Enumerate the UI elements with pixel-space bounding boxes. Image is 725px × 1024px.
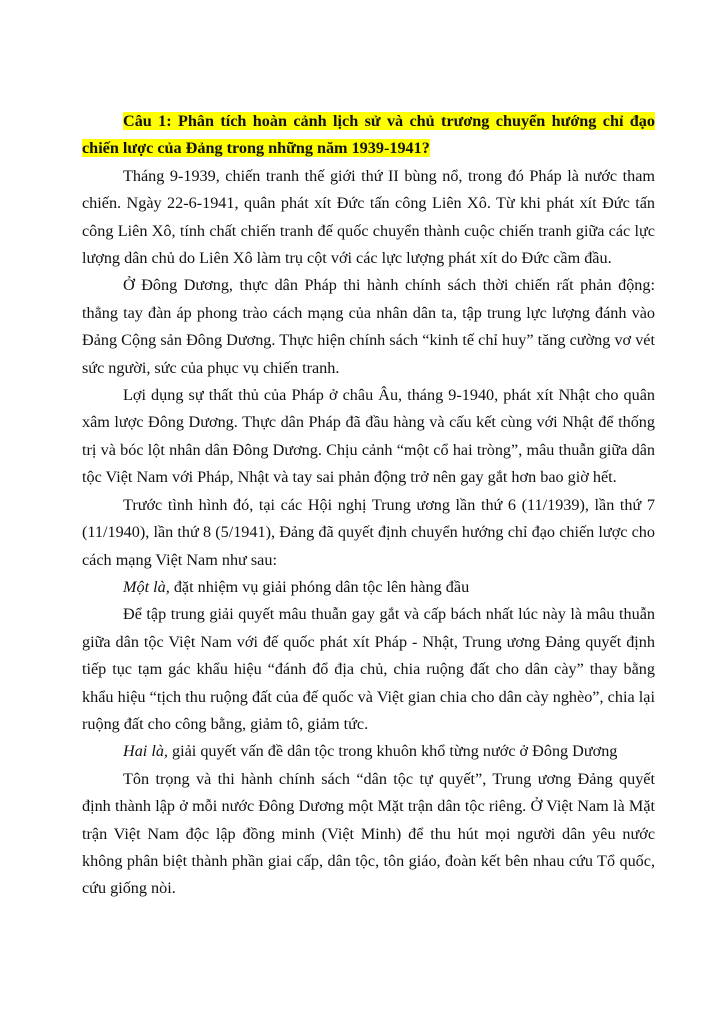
item-two-heading: [82, 738, 655, 765]
paragraph-indochina-policy: Ở Đông Dương, thực dân Pháp thi hành chính sách thời chiến rất phản động: thẳng tay đàn áp phong trào cách mạng của nhân dân ta, tập trung lực lượng đánh vào Đảng Cộng sản Đông Dương. Thực hiện chính sách “kinh tế chỉ huy” tăng cường vơ vét sức người, sức của phục vụ chiến tranh.: [82, 276, 655, 377]
paragraph-party-decision: Trước tình hình đó, tại các Hội nghị Trung ương lần thứ 6 (11/1939), lần thứ 7 (11/1940), lần thứ 8 (5/1941), Đảng đã quyết định chuyển hướng chỉ đạo chiến lược cho cách mạng Việt Nam như sau:: [82, 495, 655, 569]
item-two-label: Hai là,: [123, 742, 168, 761]
item-one-label: Một là,: [123, 577, 170, 596]
paragraph-item-one-body: Để tập trung giải quyết mâu thuẫn gay gắt và cấp bách nhất lúc này là mâu thuẫn giữa dân tộc Việt Nam với đế quốc phát xít Pháp - Nhật, Trung ương Đảng quyết định tiếp tục tạm gác khẩu hiệu “đánh đổ địa chủ, chia ruộng đất cho dân cày” thay bằng khẩu hiệu “tịch thu ruộng đất của đế quốc và Việt gian chia cho dân cày nghèo”, chia lại ruộng đất cho công bằng, giảm tô, giảm tức.: [82, 605, 655, 733]
question-title: [82, 108, 655, 163]
paragraph-japan-invasion: Lợi dụng sự thất thủ của Pháp ở châu Âu, tháng 9-1940, phát xít Nhật cho quân xâm lược Đông Dương. Thực dân Pháp đã đầu hàng và cấu kết cùng với Nhật để thống trị và bóc lột nhân dân Đông Dương. Chịu cảnh “một cổ hai tròng”, mâu thuẫn giữa dân tộc Việt Nam với Pháp, Nhật và tay sai phản động trở nên gay gắt hơn bao giờ hết.: [82, 386, 655, 487]
item-two-text: giải quyết vấn đề dân tộc trong khuôn khổ từng nước ở Đông Dương: [167, 742, 618, 761]
item-one-text: đặt nhiệm vụ giải phóng dân tộc lên hàng đầu: [169, 577, 470, 596]
paragraph-war-context: Tháng 9-1939, chiến tranh thế giới thứ II bùng nổ, trong đó Pháp là nước tham chiến. Ngày 22-6-1941, quân phát xít Đức tấn công Liên Xô. Từ khi phát xít Đức tấn công Liên Xô, tính chất chiến tranh đế quốc chuyển thành cuộc chiến tranh giữa các lực lượng dân chủ do Liên Xô làm trụ cột với các lực lượng phát xít do Đức cầm đầu.: [82, 166, 655, 268]
highlighted-title-text: Câu 1: Phân tích hoàn cảnh lịch sử và chủ trương chuyển hướng chỉ đạo chiến lược của Đảng trong những năm 1939-1941?: [82, 112, 655, 158]
item-one-heading: [82, 574, 655, 601]
paragraph-item-two-body: Tôn trọng và thi hành chính sách “dân tộc tự quyết”, Trung ương Đảng quyết định thành lập ở mỗi nước Đông Dương một Mặt trận dân tộc riêng. Ở Việt Nam là Mặt trận Việt Nam độc lập đồng minh (Việt Minh) để thu hút mọi người dân yêu nước không phân biệt thành phần giai cấp, dân tộc, tôn giáo, đoàn kết bên nhau cứu Tổ quốc, cứu giống nòi.: [82, 769, 655, 898]
document-page: [82, 108, 655, 903]
